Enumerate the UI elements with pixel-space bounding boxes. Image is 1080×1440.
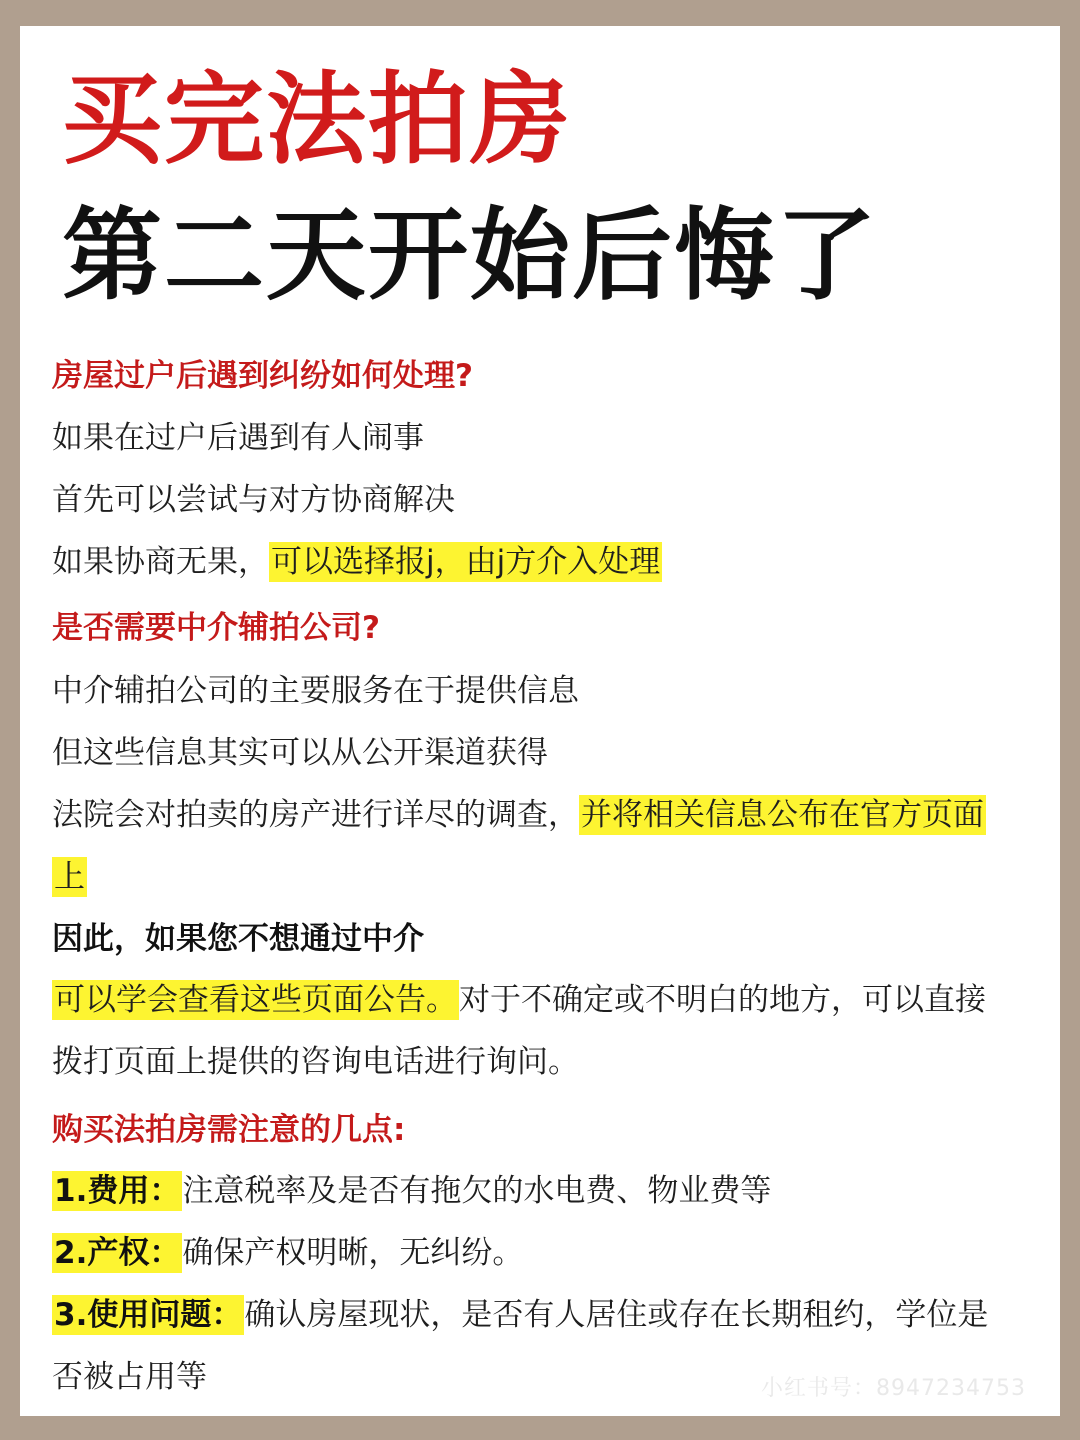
tip-item-3-text: 确认房屋现状，是否有人居住或存在长期租约，学位是 [244,1297,989,1333]
section2-line-7: 拨打页面上提供的咨询电话进行询问。 [52,1044,579,1080]
tip-item-1-text: 注意税率及是否有拖欠的水电费、物业费等 [182,1173,772,1209]
section2-line-6-plain: 对于不确定或不明白的地方，可以直接 [459,982,986,1018]
section2-line-1: 中介辅拍公司的主要服务在于提供信息 [52,673,579,709]
tip-item-2 [52,1231,523,1275]
tip-item-1 [52,1169,771,1213]
title-line-2: 第二天开始后悔了 [62,197,878,314]
section2-line-4 [52,855,87,899]
title-line-1: 买完法拍房 [62,61,572,178]
section2-line-2: 但这些信息其实可以从公开渠道获得 [52,735,548,771]
section1-line-2: 首先可以尝试与对方协商解决 [52,482,455,518]
section2-line-5: 因此，如果您不想通过中介 [52,921,424,957]
tip-item-3-continued: 否被占用等 [52,1359,207,1395]
section1-line-1: 如果在过户后遇到有人闹事 [52,420,424,456]
tip-item-1-label: 1.费用： [54,1173,181,1209]
section2-line-3 [52,793,986,837]
section2-line-6-highlight: 可以学会查看这些页面公告。 [54,982,457,1018]
section1-line-3-highlight: 可以选择报j，由j方介入处理 [271,544,661,580]
article-card [20,26,1060,1416]
section2-heading: 是否需要中介辅拍公司? [52,610,380,646]
tip-item-2-text: 确保产权明晰，无纠纷。 [182,1235,524,1271]
tip-item-3-label: 3.使用问题： [54,1297,243,1333]
tip-item-2-label: 2.产权： [54,1235,181,1271]
section2-line-3-plain: 法院会对拍卖的房产进行详尽的调查， [52,797,579,833]
section2-line-4-highlight: 上 [54,859,85,895]
watermark: 小红书号：8947234753 [761,1376,1026,1401]
tip-item-3 [52,1293,988,1337]
section2-line-6 [52,978,986,1022]
section1-line-3-plain: 如果协商无果， [52,544,269,580]
section1-heading: 房屋过户后遇到纠纷如何处理? [52,358,473,394]
section3-heading: 购买法拍房需注意的几点: [52,1112,406,1148]
section1-line-3 [52,540,662,584]
section2-line-3-highlight: 并将相关信息公布在官方页面 [581,797,984,833]
